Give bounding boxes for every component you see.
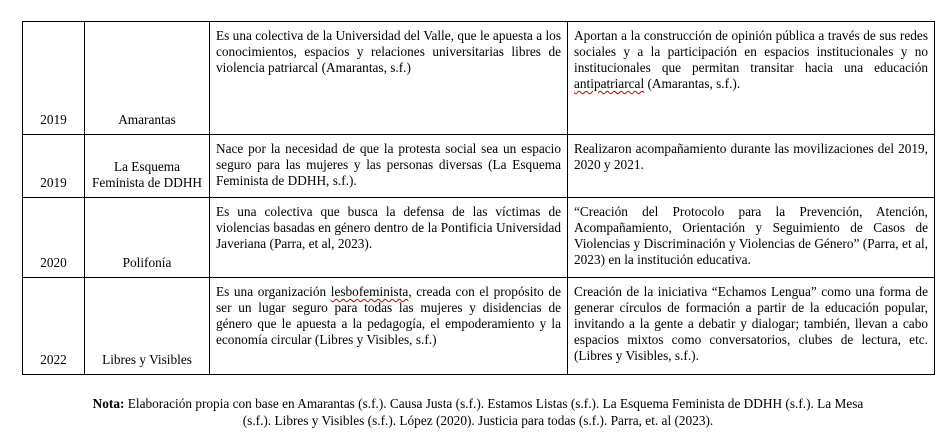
organization-name-cell: Amarantas (85, 22, 210, 135)
note-label: Nota: (92, 396, 125, 411)
table-row (23, 135, 935, 198)
description-cell: Es una colectiva que busca la defensa de las víctimas de violencias basadas en género dentro de la Pontificia Universidad Javeriana (Parra, et al, 2023). (210, 198, 568, 278)
organization-name-cell: Libres y Visibles (85, 278, 210, 375)
organizations-table (22, 21, 935, 375)
table-row (23, 198, 935, 278)
year-cell: 2019 (23, 22, 85, 135)
description-text: , creada con el propósito de ser un lugar seguro para todas las mujeres y disidencias de género que le apuesta a la pedagogía, el empoderamiento y la economía circular (Libres y Visibles, s.f.) (216, 284, 561, 347)
spellcheck-flagged-word: antipatriarcal (574, 76, 645, 91)
description-cell (210, 278, 568, 375)
contribution-cell (568, 22, 935, 135)
organization-name-cell: La Esquema Feminista de DDHH (85, 135, 210, 198)
description-cell: Es una colectiva de la Universidad del Valle, que le apuesta a los conocimientos, espacios y relaciones universitarias libres de violencia patriarcal (Amarantas, s.f.) (210, 22, 568, 135)
contribution-text: (Amarantas, s.f.). (644, 76, 741, 91)
description-cell: Nace por la necesidad de que la protesta social sea un espacio seguro para las mujeres y las personas diversas (La Esquema Feminista de DDHH, s.f.). (210, 135, 568, 198)
spellcheck-flagged-word: lesbofeminista (330, 284, 409, 299)
table-row (23, 278, 935, 375)
year-cell: 2022 (23, 278, 85, 375)
note-line-1 (22, 395, 934, 412)
table-row (23, 22, 935, 135)
note-line-2: (s.f.). Libres y Visibles (s.f.). López (2020). Justicia para todas (s.f.). Parra, et. al (2023). (242, 413, 714, 428)
year-cell: 2019 (23, 135, 85, 198)
contribution-text: Aportan a la construcción de opinión pública a través de sus redes sociales y a la participación en espacios institucionales y no institucionales que permitan transitar hacia una educación (574, 28, 928, 75)
table-note (22, 395, 934, 429)
year-cell: 2020 (23, 198, 85, 278)
organization-name-cell: Polifonía (85, 198, 210, 278)
contribution-cell: “Creación del Protocolo para la Prevención, Atención, Acompañamiento, Orientación y Seguimiento de Casos de Violencias y Discriminación y Violencias de Género” (Parra, et al, 2023) en la institución educativa. (568, 198, 935, 278)
note-text: Elaboración propia con base en Amarantas (s.f.). Causa Justa (s.f.). Estamos Listas (s.f.). La Esquema Feminista de DDHH (s.f.). La Mesa (124, 396, 864, 411)
description-text: Es una organización (216, 284, 331, 299)
contribution-cell: Realizaron acompañamiento durante las movilizaciones del 2019, 2020 y 2021. (568, 135, 935, 198)
contribution-cell: Creación de la iniciativa “Echamos Lengua” como una forma de generar círculos de formación a partir de la educación popular, invitando a la gente a debatir y dialogar; también, llevan a cabo espacios mixtos como conversatorios, clubes de lectura, etc. (Libres y Visibles, s.f.). (568, 278, 935, 375)
